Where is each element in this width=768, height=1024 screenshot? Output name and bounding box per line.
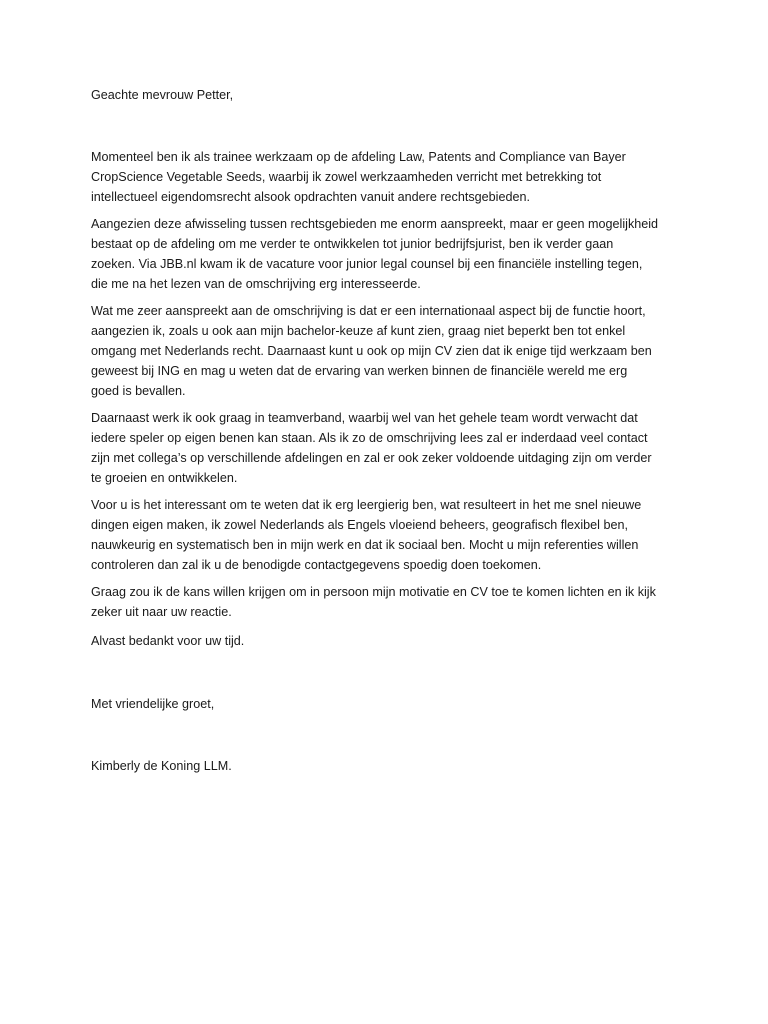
salutation: Geachte mevrouw Petter, xyxy=(91,88,234,102)
paragraph-1-line-2: CropScience Vegetable Seeds, waarbij ik zowel werkzaamheden verricht met betrekking tot xyxy=(91,170,602,184)
paragraph-2-line-4: die me na het lezen van de omschrijving erg interesseerde. xyxy=(91,277,421,291)
paragraph-2-line-1: Aangezien deze afwisseling tussen rechtsgebieden me enorm aanspreekt, maar er geen mogelijkheid xyxy=(91,217,659,231)
paragraph-3-line-2: aangezien ik, zoals u ook aan mijn bachelor-keuze af kunt zien, graag niet beperkt ben tot enkel xyxy=(91,324,626,338)
paragraph-2-line-3: zoeken. Via JBB.nl kwam ik de vacature voor junior legal counsel bij een financiële instelling tegen, xyxy=(91,257,643,271)
closing: Met vriendelijke groet, xyxy=(91,697,215,711)
paragraph-5-line-1: Voor u is het interessant om te weten dat ik erg leergierig ben, wat resulteert in het me snel nieuwe xyxy=(91,498,642,512)
paragraph-1-line-1: Momenteel ben ik als trainee werkzaam op de afdeling Law, Patents and Compliance van Bayer xyxy=(91,150,626,164)
paragraph-4-line-4: te groeien en ontwikkelen. xyxy=(91,471,238,485)
paragraph-7-line-1: Alvast bedankt voor uw tijd. xyxy=(91,634,245,648)
paragraph-3-line-3: omgang met Nederlands recht. Daarnaast kunt u ook op mijn CV zien dat ik enige tijd werkzaam ben xyxy=(91,344,652,358)
paragraph-3-line-1: Wat me zeer aanspreekt aan de omschrijving is dat er een internationaal aspect bij de functie hoort, xyxy=(91,304,646,318)
signature: Kimberly de Koning LLM. xyxy=(91,759,232,773)
paragraph-3-line-5: goed is bevallen. xyxy=(91,384,186,398)
paragraph-4-line-3: zijn met collega’s op verschillende afdelingen en zal er ook zeker voldoende uitdaging zijn om verder xyxy=(91,451,652,465)
paragraph-4-line-1: Daarnaast werk ik ook graag in teamverband, waarbij wel van het gehele team wordt verwacht dat xyxy=(91,411,638,425)
paragraph-5-line-4: controleren dan zal ik u de benodigde contactgegevens spoedig doen toekomen. xyxy=(91,558,542,572)
paragraph-4-line-2: iedere speler op eigen benen kan staan. Als ik zo de omschrijving lees zal er inderdaad veel contact xyxy=(91,431,648,445)
paragraph-3-line-4: geweest bij ING en mag u weten dat de ervaring van werken binnen de financiële wereld me erg xyxy=(91,364,628,378)
paragraph-5-line-3: nauwkeurig en systematisch ben in mijn werk en dat ik sociaal ben. Mocht u mijn referenties willen xyxy=(91,538,639,552)
paragraph-1-line-3: intellectueel eigendomsrecht alsook opdrachten vanuit andere rechtsgebieden. xyxy=(91,190,530,204)
paragraph-6-line-2: zeker uit naar uw reactie. xyxy=(91,605,232,619)
paragraph-6-line-1: Graag zou ik de kans willen krijgen om in persoon mijn motivatie en CV toe te komen lichten en ik kijk xyxy=(91,585,656,599)
paragraph-2-line-2: bestaat op de afdeling om me verder te ontwikkelen tot junior bedrijfsjurist, ben ik verder gaan xyxy=(91,237,614,251)
paragraph-5-line-2: dingen eigen maken, ik zowel Nederlands als Engels vloeiend beheers, geografisch flexibel ben, xyxy=(91,518,628,532)
